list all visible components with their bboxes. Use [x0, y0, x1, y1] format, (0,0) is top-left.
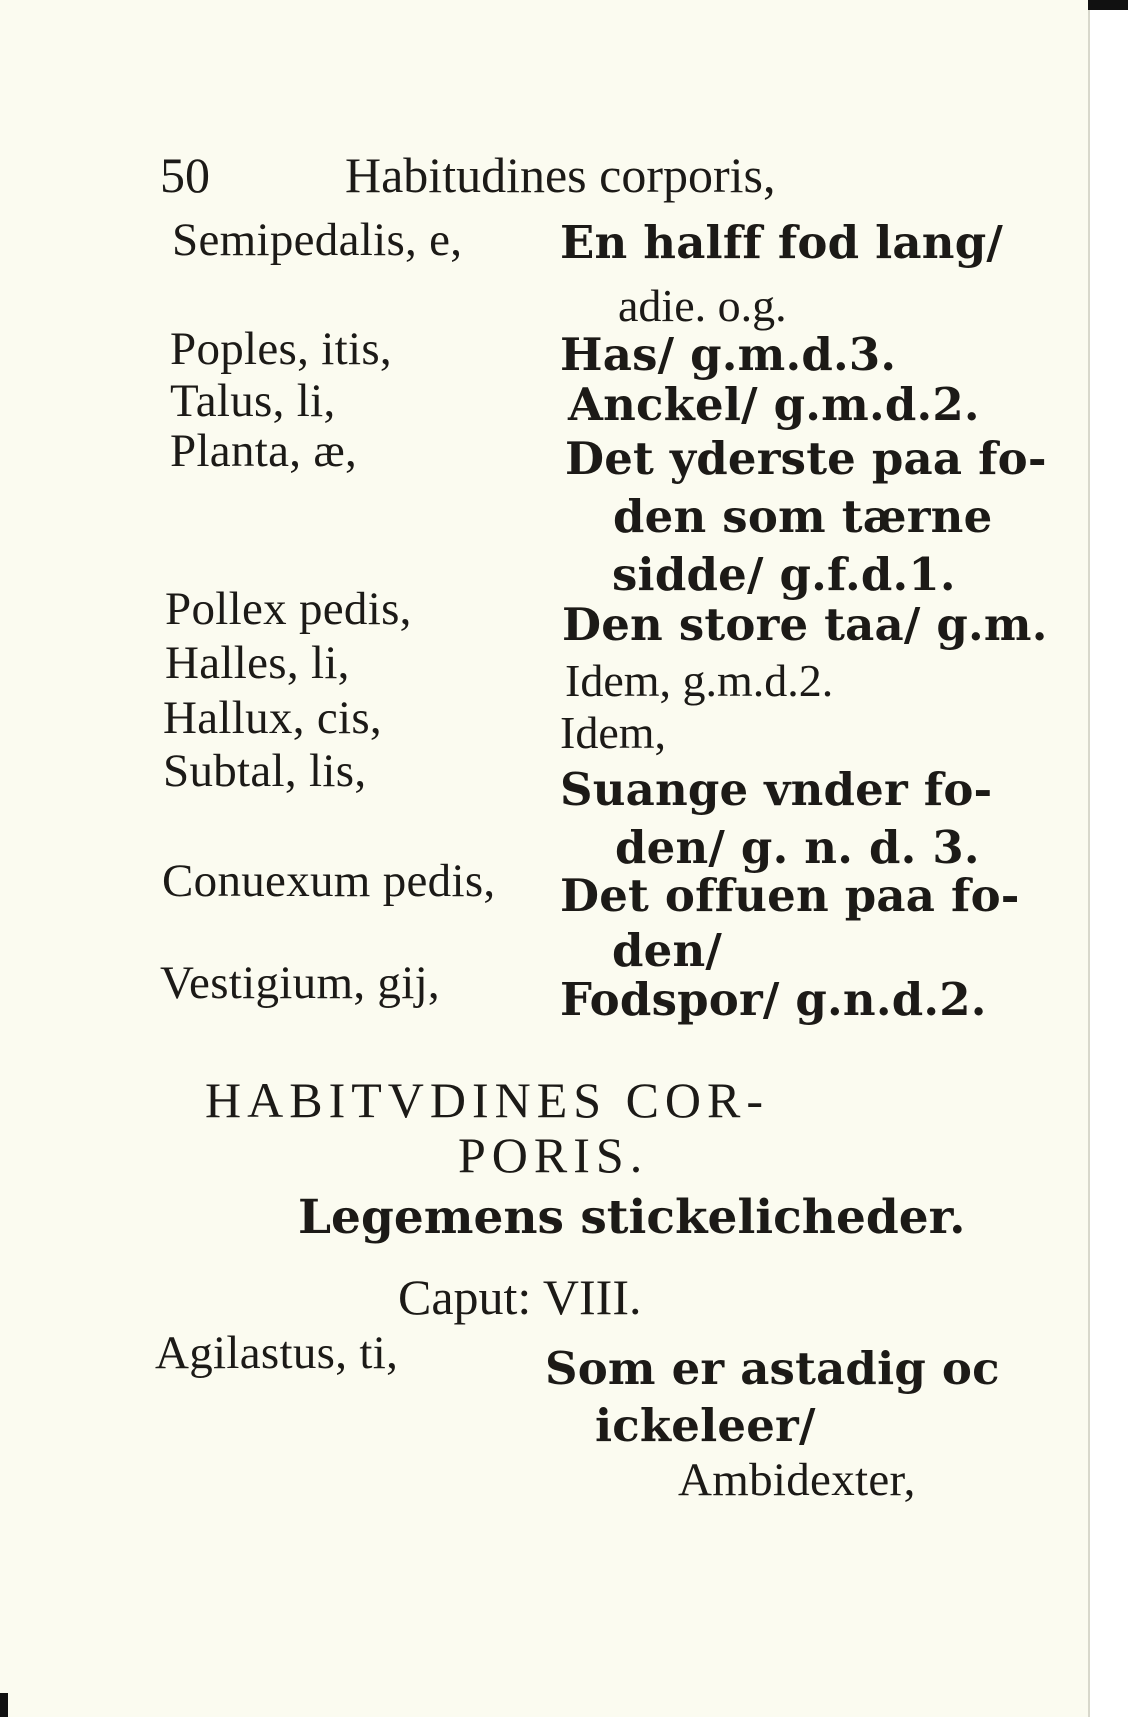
danish-gloss: Suange vnder fo-	[560, 763, 993, 816]
latin-term: Poples, itis,	[170, 323, 392, 375]
danish-gloss: En halff fod lang/	[560, 216, 1004, 269]
latin-term: Semipedalis, e,	[172, 214, 463, 266]
latin-term: Talus, li,	[170, 375, 336, 427]
danish-gloss: Anckel/ g.m.d.2.	[568, 378, 980, 431]
page-edge-line	[1088, 0, 1090, 1717]
latin-term: Hallux, cis,	[163, 692, 382, 744]
running-title: Habitudines corporis,	[345, 147, 776, 203]
latin-term: Halles, li,	[165, 637, 350, 689]
danish-gloss: Idem,	[560, 707, 667, 758]
latin-term: Vestigium, gij,	[160, 957, 440, 1009]
danish-gloss: Det yderste paa fo-	[565, 432, 1047, 485]
catchword: Ambidexter,	[678, 1454, 916, 1506]
latin-term: Planta, æ,	[170, 425, 358, 477]
danish-gloss: Fodspor/ g.n.d.2.	[560, 973, 987, 1026]
section-title: HABITVDINES COR-	[205, 1072, 770, 1128]
page-number: 50	[160, 147, 210, 203]
latin-term: Pollex pedis,	[165, 583, 412, 635]
danish-gloss: Idem, g.m.d.2.	[565, 655, 834, 706]
latin-term: Agilastus, ti,	[155, 1327, 399, 1379]
latin-term: Subtal, lis,	[163, 745, 367, 797]
latin-term: Conuexum pedis,	[162, 855, 496, 907]
danish-gloss-cont: adie. o.g.	[618, 280, 787, 331]
danish-gloss-cont: ickeleer/	[595, 1399, 816, 1452]
danish-gloss-cont: den som tærne	[613, 490, 993, 543]
danish-gloss: Has/ g.m.d.3.	[560, 328, 897, 381]
danish-gloss: Den store taa/ g.m.	[562, 598, 1048, 651]
chapter-heading: Caput: VIII.	[398, 1269, 642, 1325]
danish-gloss-cont: den/ g. n. d. 3.	[615, 821, 980, 874]
section-title-cont: PORIS.	[458, 1127, 649, 1183]
danish-gloss-cont: den/	[612, 924, 723, 977]
danish-gloss-cont: sidde/ g.f.d.1.	[612, 548, 956, 601]
scan-corner-mark	[0, 1693, 8, 1717]
scan-corner-mark	[1088, 0, 1128, 10]
section-subtitle: Legemens stickelicheder.	[298, 1190, 966, 1245]
danish-gloss: Som er astadig oc	[545, 1342, 1000, 1395]
danish-gloss: Det offuen paa fo-	[560, 869, 1020, 922]
